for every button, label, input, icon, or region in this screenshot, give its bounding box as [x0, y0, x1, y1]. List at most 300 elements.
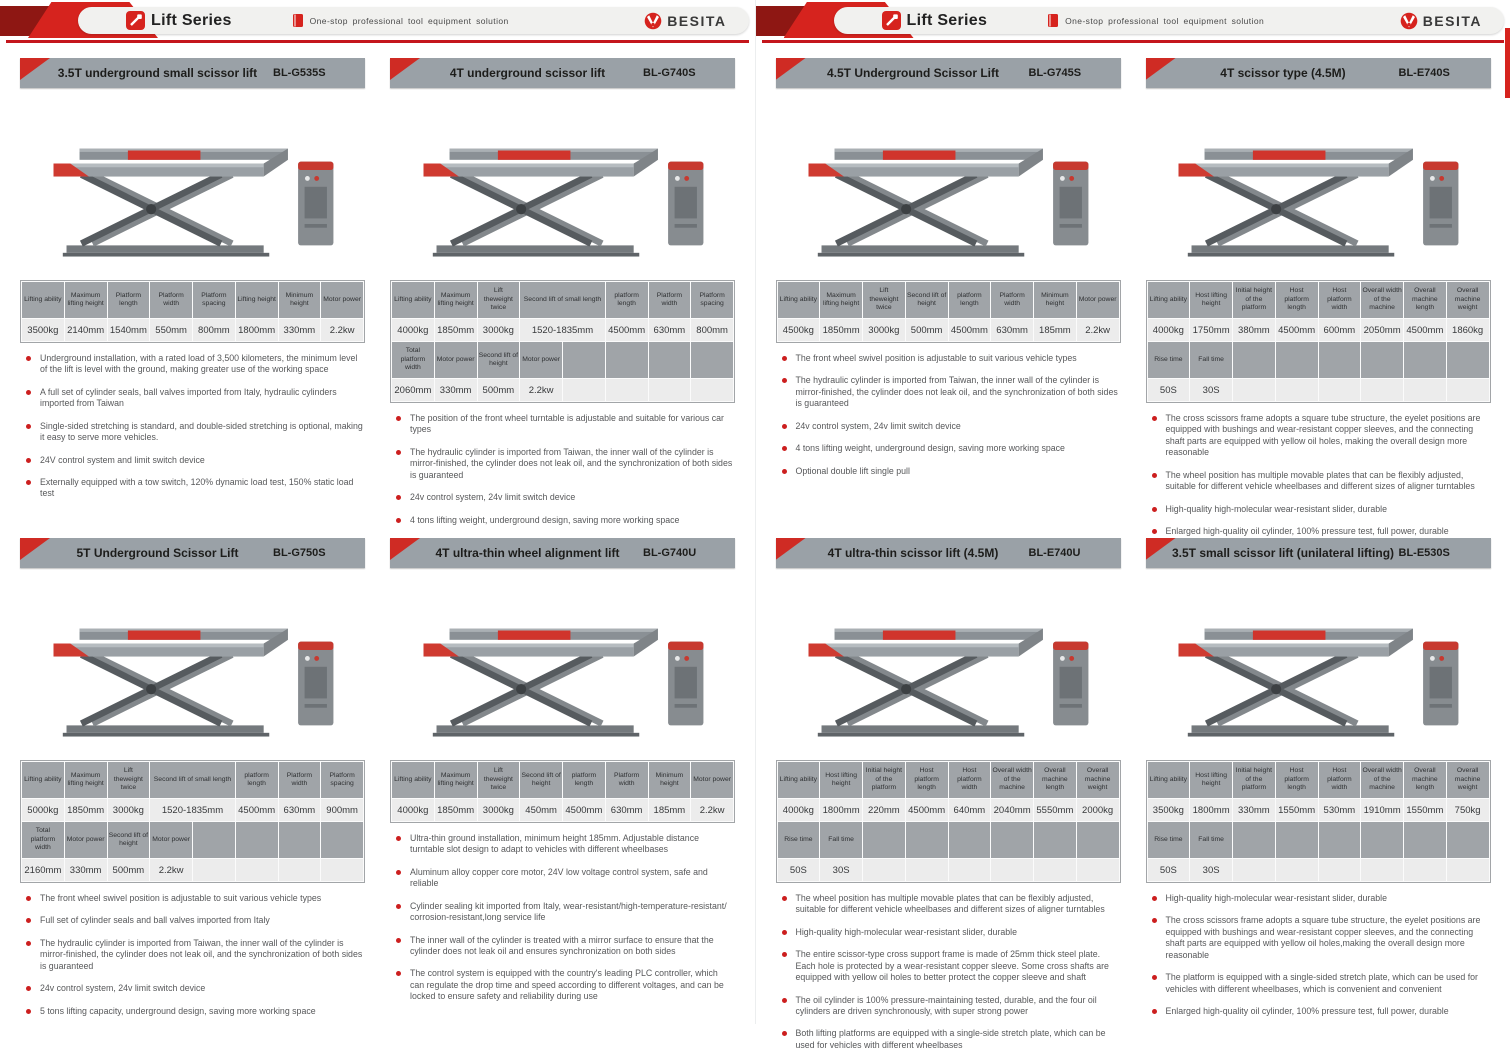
spec-value-cell: 2060mm	[392, 379, 435, 402]
spec-header-cell: Overall machine length	[1404, 282, 1447, 319]
brand-logo	[1400, 12, 1482, 30]
spec-header-row	[392, 342, 734, 379]
feature-text: The control system is equipped with the country's leading PLC controller, which can regulate the drop time and speed according to different voltages, and can be locked to ensure safety and reliability during use	[410, 968, 733, 1002]
spec-value-row	[1147, 799, 1489, 822]
spec-header-cell	[1275, 822, 1318, 859]
spec-value-cell	[1233, 379, 1276, 402]
spec-header-cell	[1361, 342, 1404, 379]
spec-header-cell: Lifting ability	[22, 762, 65, 799]
spec-header-cell: Overall machine length	[1034, 762, 1077, 799]
spec-header-cell: Lifting ability	[392, 762, 435, 799]
spec-header-cell: Platform width	[150, 282, 193, 319]
feature-item	[1152, 413, 1489, 459]
spec-value-cell: 640mm	[948, 799, 991, 822]
feature-item	[26, 983, 363, 994]
spec-value-cell: 2140mm	[64, 319, 107, 342]
feature-item	[26, 421, 363, 444]
spec-header-cell: Lifting ability	[392, 282, 435, 319]
spec-header-cell: Overall machine length	[1404, 762, 1447, 799]
feature-text: 4 tons lifting weight, underground design, saving more working space	[796, 443, 1065, 454]
spec-header-cell	[321, 822, 364, 859]
spec-header-cell: platform length	[235, 762, 278, 799]
control-cabinet	[1423, 162, 1458, 246]
edge-decoration	[1505, 28, 1510, 98]
spec-value-cell	[1275, 379, 1318, 402]
spec-header-cell: Minimum height	[648, 762, 691, 799]
bullet-icon	[782, 1031, 787, 1036]
spec-value-cell: 500mm	[107, 859, 150, 882]
spec-value-cell: 800mm	[691, 319, 734, 342]
product-title: 5T Underground Scissor Lift	[20, 546, 273, 560]
spec-header-cell: Initial height of the platform	[1233, 282, 1276, 319]
spec-value-cell	[563, 379, 606, 402]
spec-value-cell: 3000kg	[107, 799, 150, 822]
spec-value-row	[392, 319, 734, 342]
product-model: BL-E740S	[1399, 67, 1491, 79]
bullet-icon	[396, 904, 401, 909]
bullet-icon	[1152, 416, 1157, 421]
feature-text: The hydraulic cylinder is imported from Taiwan, the inner wall of the cylinder is mirror-finished, the cylinder does not leak oil, and the synchronization of both sides is guaranteed	[796, 375, 1119, 409]
spec-header-cell: Fall time	[1190, 822, 1233, 859]
feature-text: High-quality high-molecular wear-resistant slider, durable	[1166, 504, 1388, 515]
feature-text: Ultra-thin ground installation, minimum height 185mm. Adjustable distance turntable slot design to adapt to vehicles with different wheelbases	[410, 833, 733, 856]
bullet-icon	[782, 469, 787, 474]
feature-item	[396, 901, 733, 924]
product-header	[1146, 58, 1491, 88]
feature-item	[396, 447, 733, 481]
spec-header-cell	[1076, 822, 1119, 859]
spec-value-row	[22, 319, 364, 342]
feature-item	[782, 1028, 1119, 1051]
bullet-icon	[26, 1009, 31, 1014]
feature-list	[1146, 893, 1491, 1017]
feature-item	[1152, 972, 1489, 995]
spec-header-cell: Platform width	[991, 282, 1034, 319]
spec-header-row	[1147, 762, 1489, 799]
feature-item	[782, 443, 1119, 454]
bullet-icon	[396, 495, 401, 500]
spec-value-cell: 1520-1835mm	[150, 799, 236, 822]
feature-item	[26, 1006, 363, 1017]
product-model: BL-G740S	[643, 67, 735, 79]
spec-header-cell: Second lift of small length	[150, 762, 236, 799]
feature-item	[1152, 1006, 1489, 1017]
spec-header-cell	[1361, 822, 1404, 859]
spec-value-cell	[321, 859, 364, 882]
spec-header-cell	[1318, 342, 1361, 379]
feature-item	[26, 455, 363, 466]
product-image	[20, 88, 365, 280]
series-title: Lift Series	[907, 12, 988, 30]
control-cabinet	[1053, 642, 1088, 726]
feature-text: A full set of cylinder seals, ball valves imported from Italy, hydraulic cylinders imported from Taiwan	[40, 387, 363, 410]
spec-header-cell: Second lift of height	[477, 342, 520, 379]
spec-value-cell: 330mm	[1233, 799, 1276, 822]
feature-item	[26, 387, 363, 410]
spec-value-cell: 1800mm	[820, 799, 863, 822]
spec-value-cell	[991, 859, 1034, 882]
feature-text: The front wheel swivel position is adjustable to suit various vehicle types	[40, 893, 321, 904]
feature-text: 24v control system, 24v limit switch device	[410, 492, 575, 503]
series-logo	[882, 11, 988, 30]
spec-value-cell: 630mm	[605, 799, 648, 822]
feature-item	[1152, 893, 1489, 904]
spec-header-row	[22, 822, 364, 859]
product-section	[390, 538, 735, 1016]
spec-value-cell: 800mm	[193, 319, 236, 342]
control-cabinet	[668, 642, 703, 726]
spec-table-wrap	[1146, 280, 1491, 403]
spec-header-cell: Motor power	[150, 822, 193, 859]
spec-header-cell	[278, 822, 321, 859]
scissor-lift-illustration	[783, 91, 1113, 277]
bullet-icon	[782, 952, 787, 957]
feature-text: 4 tons lifting weight, underground design, saving more working space	[410, 515, 679, 526]
bullet-icon	[26, 986, 31, 991]
feature-item	[26, 915, 363, 926]
spec-header-cell: Maximum lifting height	[434, 282, 477, 319]
spec-table-wrap	[776, 760, 1121, 883]
spec-value-cell: 4500mm	[905, 799, 948, 822]
divider-line	[762, 40, 1505, 43]
spec-table-wrap	[390, 280, 735, 403]
spec-header-cell: Motor power	[1076, 282, 1119, 319]
spec-header-cell: Host platform width	[948, 762, 991, 799]
spec-value-row	[1147, 859, 1489, 882]
spec-header-cell: Rise time	[1147, 342, 1190, 379]
spec-header-row	[22, 762, 364, 799]
spec-value-cell: 380mm	[1233, 319, 1276, 342]
product-header	[390, 58, 735, 88]
spec-value-cell	[1034, 859, 1077, 882]
spec-header-cell: Motor power	[691, 762, 734, 799]
banner-band	[78, 7, 749, 34]
spec-value-cell: 1800mm	[1190, 799, 1233, 822]
scissor-lift-illustration	[28, 571, 358, 757]
spec-header-cell: Motor power	[520, 342, 563, 379]
spec-header-cell	[948, 822, 991, 859]
spec-table-wrap	[776, 280, 1121, 343]
page-banner	[756, 0, 1510, 46]
spec-value-cell: 5550mm	[1034, 799, 1077, 822]
control-cabinet	[1423, 642, 1458, 726]
product-title: 3.5T underground small scissor lift	[20, 66, 273, 80]
spec-table	[1147, 761, 1490, 882]
spec-value-cell: 1550mm	[1275, 799, 1318, 822]
spec-value-cell	[278, 859, 321, 882]
spec-value-cell: 900mm	[321, 799, 364, 822]
series-logo	[126, 11, 232, 30]
spec-header-cell: Rise time	[1147, 822, 1190, 859]
tagline	[1047, 13, 1400, 28]
feature-text: Cylinder sealing kit imported from Italy, wear-resistant/high-temperature-resistant/ corrosion-resistant,long service life	[410, 901, 733, 924]
spec-value-cell	[648, 379, 691, 402]
feature-item	[26, 893, 363, 904]
feature-item	[782, 893, 1119, 916]
spec-value-cell: 4000kg	[392, 319, 435, 342]
feature-text: The cross scissors frame adopts a square tube structure, the eyelet positions are equipped with bushings and wear-resistant copper sleeves, and the connecting shaft parts are equipped with yellow oil holes,making the overall design more reasonable	[1166, 915, 1489, 961]
spec-value-cell	[1361, 859, 1404, 882]
spec-header-cell: Platform width	[278, 762, 321, 799]
lift-body	[423, 149, 657, 257]
bullet-icon	[782, 998, 787, 1003]
spec-value-cell: 50S	[1147, 379, 1190, 402]
spec-value-cell	[1318, 859, 1361, 882]
spec-header-cell	[1404, 342, 1447, 379]
product-section	[20, 538, 365, 1016]
bullet-icon	[26, 390, 31, 395]
spec-value-cell: 4500mm	[563, 799, 606, 822]
spec-table-wrap	[1146, 760, 1491, 883]
spec-header-cell	[691, 342, 734, 379]
spec-value-cell: 2040mm	[991, 799, 1034, 822]
spec-value-cell: 750kg	[1446, 799, 1489, 822]
series-title: Lift Series	[151, 12, 232, 30]
spec-header-cell	[1233, 822, 1276, 859]
spec-value-cell	[863, 859, 906, 882]
spec-header-cell: Second lift of height	[520, 762, 563, 799]
spec-header-cell	[905, 822, 948, 859]
product-section	[776, 58, 1121, 536]
feature-text: High-quality high-molecular wear-resistant slider, durable	[1166, 893, 1388, 904]
spec-header-cell: Lifting ability	[22, 282, 65, 319]
scissor-lift-illustration	[28, 91, 358, 277]
spec-header-cell	[1275, 342, 1318, 379]
feature-item	[782, 421, 1119, 432]
bullet-icon	[1152, 975, 1157, 980]
spec-value-cell: 1910mm	[1361, 799, 1404, 822]
spec-header-cell	[235, 822, 278, 859]
tagline	[292, 13, 645, 28]
feature-text: 24V control system and limit switch device	[40, 455, 205, 466]
banner-band	[834, 7, 1505, 34]
product-image	[776, 88, 1121, 280]
spec-value-cell: 330mm	[278, 319, 321, 342]
spec-header-cell: Host platform length	[1275, 762, 1318, 799]
bullet-icon	[396, 938, 401, 943]
spec-value-cell: 4000kg	[1147, 319, 1190, 342]
bullet-icon	[396, 971, 401, 976]
feature-text: The wheel position has multiple movable plates that can be flexibly adjusted, suitable for different vehicle wheelbases and different sizes of aligner turntables	[796, 893, 1119, 916]
spec-header-cell	[863, 822, 906, 859]
spec-value-cell: 4000kg	[392, 799, 435, 822]
spec-value-cell	[948, 859, 991, 882]
lift-body	[53, 629, 287, 737]
spec-header-cell: Second lift of height	[107, 822, 150, 859]
feature-item	[396, 413, 733, 436]
spec-header-cell: Host lifting height	[1190, 282, 1233, 319]
feature-item	[26, 477, 363, 500]
feature-text: The front wheel swivel position is adjustable to suit various vehicle types	[796, 353, 1077, 364]
spec-value-row	[392, 379, 734, 402]
spec-value-cell: 330mm	[64, 859, 107, 882]
product-model: BL-E530S	[1399, 547, 1491, 559]
spec-header-cell	[605, 342, 648, 379]
product-title: 4T ultra-thin scissor lift (4.5M)	[776, 546, 1029, 560]
product-header	[20, 58, 365, 88]
spec-value-cell: 330mm	[434, 379, 477, 402]
feature-item	[396, 935, 733, 958]
spec-header-cell: Fall time	[1190, 342, 1233, 379]
spec-value-cell	[1446, 379, 1489, 402]
bullet-icon	[26, 941, 31, 946]
spec-value-cell: 3500kg	[1147, 799, 1190, 822]
spec-header-row	[1147, 342, 1489, 379]
feature-item	[1152, 915, 1489, 961]
spec-header-cell: Total platform width	[392, 342, 435, 379]
tagline-text: One-stop professional tool equipment solution	[310, 16, 509, 26]
spec-value-cell	[1446, 859, 1489, 882]
spec-header-cell: Second lift of small length	[520, 282, 606, 319]
spec-value-cell: 1750mm	[1190, 319, 1233, 342]
spec-value-cell: 4500mm	[235, 799, 278, 822]
spec-table-wrap	[390, 760, 735, 823]
product-title: 4T scissor type (4.5M)	[1146, 66, 1399, 80]
divider-line	[6, 40, 749, 43]
feature-text: Aluminum alloy copper core motor, 24V low voltage control system, safe and reliable	[410, 867, 733, 890]
spec-header-cell: Motor power	[321, 282, 364, 319]
product-model: BL-G535S	[273, 67, 365, 79]
product-header	[776, 538, 1121, 568]
spec-header-cell: Second lift of height	[905, 282, 948, 319]
spec-value-cell	[691, 379, 734, 402]
feature-item	[1152, 504, 1489, 515]
spec-value-cell	[1404, 859, 1447, 882]
bullet-icon	[782, 424, 787, 429]
besita-logo-icon	[644, 12, 662, 30]
spec-value-cell: 30S	[1190, 379, 1233, 402]
spec-header-cell: Host lifting height	[820, 762, 863, 799]
product-model: BL-G740U	[643, 547, 735, 559]
brand-name: BESITA	[1423, 13, 1482, 29]
spec-header-cell: platform length	[948, 282, 991, 319]
spec-table	[21, 761, 364, 882]
bullet-icon	[26, 480, 31, 485]
control-cabinet	[298, 642, 333, 726]
feature-item	[782, 353, 1119, 364]
spec-value-cell: 2050mm	[1361, 319, 1404, 342]
product-image	[1146, 88, 1491, 280]
bullet-icon	[1152, 507, 1157, 512]
spec-header-cell: Motor power	[434, 342, 477, 379]
spec-header-cell: Initial height of the platform	[1233, 762, 1276, 799]
spec-value-row	[777, 799, 1119, 822]
spec-value-cell	[235, 859, 278, 882]
lift-body	[809, 149, 1043, 257]
spec-value-cell	[1361, 379, 1404, 402]
feature-text: High-quality high-molecular wear-resistant slider, durable	[796, 927, 1018, 938]
feature-text: Enlarged high-quality oil cylinder, 100% pressure test, full power, durable	[1166, 526, 1449, 537]
spec-value-row	[1147, 319, 1489, 342]
spec-value-cell	[193, 859, 236, 882]
scissor-lift-illustration	[783, 571, 1113, 757]
feature-text: The entire scissor-type cross support frame is made of 25mm thick steel plate. Each hole is protected by a wear-resistant copper sleeve. Some cross shafts are equipped with yellow oil holes to better protect the copper sleeve and shaft	[796, 949, 1119, 983]
spec-header-cell: Host platform length	[1275, 282, 1318, 319]
spec-value-row	[392, 799, 734, 822]
spec-header-row	[1147, 822, 1489, 859]
product-section	[1146, 58, 1491, 536]
feature-item	[782, 466, 1119, 477]
spec-value-cell	[605, 379, 648, 402]
spec-value-cell: 2.2kw	[520, 379, 563, 402]
product-image	[20, 568, 365, 760]
spec-value-cell: 4500mm	[1404, 319, 1447, 342]
product-section	[20, 58, 365, 536]
bullet-icon	[396, 450, 401, 455]
lift-body	[1179, 149, 1413, 257]
spec-value-cell: 500mm	[905, 319, 948, 342]
spec-value-cell: 1850mm	[64, 799, 107, 822]
bullet-icon	[782, 446, 787, 451]
spec-value-cell: 1520-1835mm	[520, 319, 606, 342]
spec-value-cell: 2160mm	[22, 859, 65, 882]
spec-header-cell: Host platform length	[905, 762, 948, 799]
spec-header-cell: Platform spacing	[321, 762, 364, 799]
feature-text: Both lifting platforms are equipped with a single-side stretch plate, which can be used for vehicles with different wheelbases	[796, 1028, 1119, 1051]
products-grid	[756, 46, 1510, 1016]
bullet-icon	[26, 458, 31, 463]
spec-header-row	[392, 282, 734, 319]
feature-item	[782, 927, 1119, 938]
bullet-icon	[396, 518, 401, 523]
spec-value-cell: 185mm	[1034, 319, 1077, 342]
product-header	[1146, 538, 1491, 568]
product-model: BL-G750S	[273, 547, 365, 559]
tools-badge-icon	[882, 11, 901, 30]
feature-item	[1152, 526, 1489, 537]
feature-list	[1146, 413, 1491, 537]
feature-text: 5 tons lifting capacity, underground design, saving more working space	[40, 1006, 316, 1017]
spec-header-cell: Overall width of the machine	[991, 762, 1034, 799]
product-model: BL-E740U	[1029, 547, 1121, 559]
tagline-text: One-stop professional tool equipment solution	[1065, 16, 1264, 26]
spec-value-cell: 630mm	[991, 319, 1034, 342]
product-title: 4T ultra-thin wheel alignment lift	[390, 546, 643, 560]
lift-body	[53, 149, 287, 257]
bullet-icon	[1152, 473, 1157, 478]
spec-header-cell: Overall width of the machine	[1361, 762, 1404, 799]
spec-value-cell: 4500mm	[605, 319, 648, 342]
spec-value-cell: 50S	[1147, 859, 1190, 882]
spec-value-cell	[1233, 859, 1276, 882]
products-grid	[0, 46, 755, 1016]
product-model: BL-G745S	[1029, 67, 1121, 79]
spec-header-cell: Lift theweight twice	[477, 282, 520, 319]
feature-text: The wheel position has multiple movable plates that can be flexibly adjusted, suitable for different vehicle wheelbases and different sizes of aligner turntables	[1166, 470, 1489, 493]
feature-text: The oil cylinder is 100% pressure-maintaining tested, durable, and the four oil cylinders are driven synchronously, with super strong power	[796, 995, 1119, 1018]
spec-value-row	[777, 319, 1119, 342]
feature-text: The cross scissors frame adopts a square tube structure, the eyelet positions are equipped with bushings and wear-resistant copper sleeves, and the connecting shaft parts are equipped with yellow oil holes, making the overall design more reasonable	[1166, 413, 1489, 459]
spec-header-cell: Lift theweight twice	[107, 762, 150, 799]
scissor-lift-illustration	[1153, 571, 1483, 757]
spec-header-cell: Lifting ability	[1147, 762, 1190, 799]
bullet-icon	[1152, 918, 1157, 923]
product-image	[390, 88, 735, 280]
scissor-lift-illustration	[398, 571, 728, 757]
spec-header-cell	[1404, 822, 1447, 859]
brand-name: BESITA	[667, 13, 726, 29]
bullet-icon	[396, 870, 401, 875]
spec-header-cell: Lifting ability	[1147, 282, 1190, 319]
bullet-icon	[782, 930, 787, 935]
product-title: 4T underground scissor lift	[390, 66, 643, 80]
spec-value-cell	[905, 859, 948, 882]
spec-table	[21, 281, 364, 342]
spec-value-cell: 50S	[777, 859, 820, 882]
spec-value-cell	[1404, 379, 1447, 402]
product-image	[390, 568, 735, 760]
book-icon	[1047, 13, 1059, 28]
